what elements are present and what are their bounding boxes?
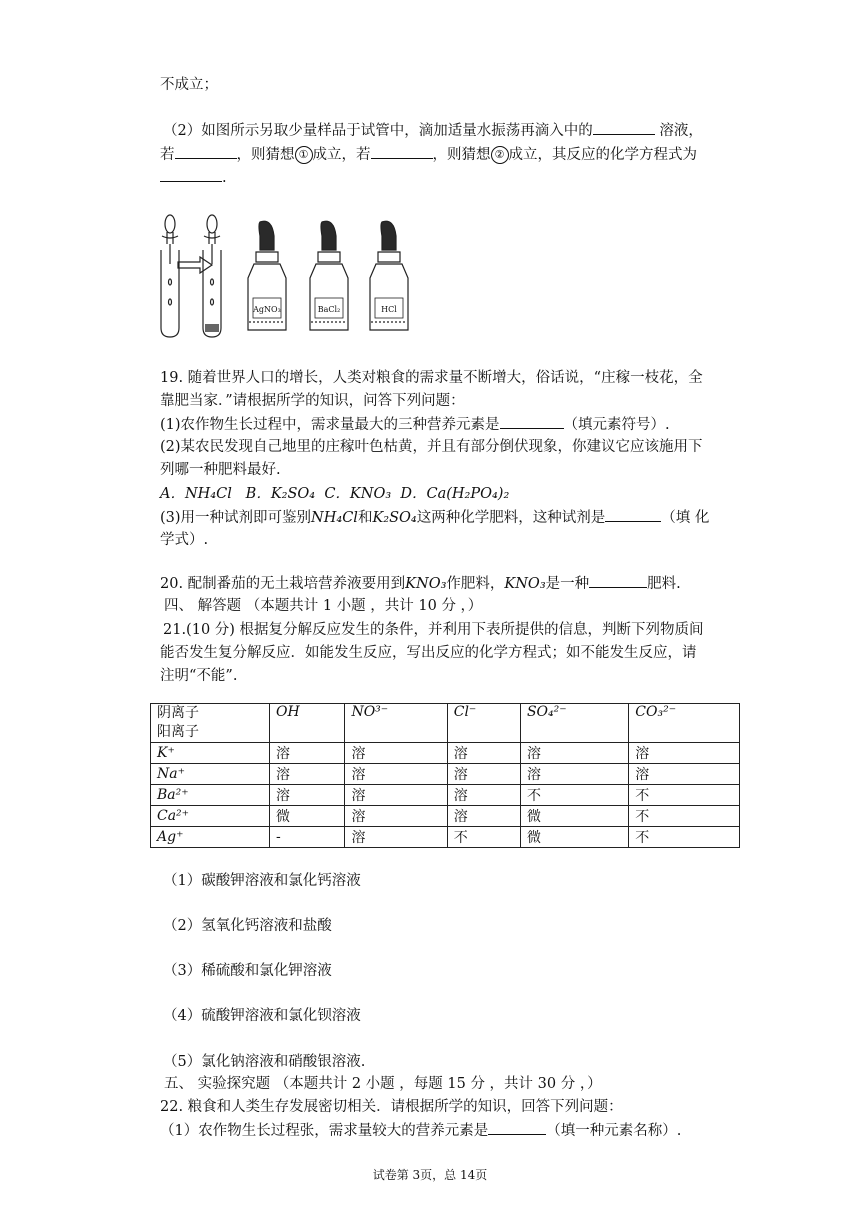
corner-cell: 阴离子 阳离子	[151, 704, 270, 743]
reagent-bottle-icon	[310, 221, 348, 330]
bottle-label: AgNO₃	[253, 305, 281, 314]
table-cell: 溶	[520, 764, 628, 785]
q19-line3: (1)农作物生长过程中，需求量最大的三种营养元素是 （填元素符号）.	[160, 414, 670, 435]
list-item: （5）氯化钠溶液和硝酸银溶液.	[163, 1054, 366, 1070]
solubility-table	[150, 703, 740, 848]
table-row	[151, 806, 740, 827]
table-cell: 微	[520, 806, 628, 827]
q20-line: 20. 配制番茄的无土栽培营养液要用到KNO₃作肥料，KNO₃是一种 肥料.	[160, 573, 681, 594]
table-cell: 溶	[447, 785, 520, 806]
answer-blank[interactable]	[371, 144, 433, 159]
q21-line2: 能否发生复分解反应．如能发生反应，写出反应的化学方程式；如不能发生反应，请	[160, 645, 697, 661]
q21-line1: 21.(10 分) 根据复分解反应发生的条件，并利用下表所提供的信息，判断下列物质间	[163, 622, 704, 638]
answer-blank[interactable]	[160, 167, 222, 182]
table-cell: 溶	[345, 785, 447, 806]
table-cell: 不	[520, 785, 628, 806]
table-cell: 不	[629, 806, 740, 827]
answer-blank[interactable]	[488, 1120, 546, 1135]
q19-line1: 19. 随着世界人口的增长，人类对粮食的需求量不断增大，俗话说，“庄稼一枝花，全	[160, 370, 703, 386]
answer-blank[interactable]	[593, 120, 655, 135]
table-row	[151, 764, 740, 785]
list-item: （1）碳酸钾溶液和氯化钙溶液	[163, 873, 361, 889]
q2-line3: .	[160, 167, 227, 188]
table-cell: 溶	[270, 785, 345, 806]
table-row	[151, 785, 740, 806]
answer-blank[interactable]	[175, 144, 237, 159]
cation-cell: Ca²⁺	[151, 806, 270, 827]
anion-header: OH	[270, 704, 345, 743]
table-row	[151, 827, 740, 848]
q19-line4: (2)某农民发现自己地里的庄稼叶色枯黄，并且有部分倒伏现象，你建议它应该施用下	[160, 439, 703, 455]
q19-line8: 学式）.	[160, 532, 209, 548]
reagent-bottle-icon	[248, 221, 286, 330]
list-item: （3）稀硫酸和氯化钾溶液	[163, 963, 332, 979]
table-cell: 溶	[629, 764, 740, 785]
circled-number: ①	[295, 146, 313, 164]
table-cell: 溶	[520, 743, 628, 764]
table-cell: 溶	[629, 743, 740, 764]
anion-header: CO₃²⁻	[629, 704, 740, 743]
table-cell: 微	[520, 827, 628, 848]
table-cell: 溶	[345, 743, 447, 764]
q21-line3: 注明“不能”.	[160, 668, 238, 684]
q22-line2: （1）农作物生长过程张，需求量较大的营养元素是 （填一种元素名称）.	[160, 1120, 681, 1141]
table-cell: 溶	[270, 764, 345, 785]
arrow-icon	[178, 257, 212, 273]
anion-header: Cl⁻	[447, 704, 520, 743]
q19-line5: 列哪一种肥料最好.	[160, 462, 281, 478]
q19-line2: 靠肥当家．”请根据所学的知识，问答下列问题：	[160, 393, 465, 409]
table-cell: 溶	[345, 827, 447, 848]
table-cell: 溶	[345, 806, 447, 827]
table-cell: 溶	[447, 764, 520, 785]
test-tube-icon	[203, 215, 221, 337]
cation-cell: K⁺	[151, 743, 270, 764]
table-cell: 溶	[447, 806, 520, 827]
table-header-row	[151, 704, 740, 743]
table-cell: 溶	[345, 764, 447, 785]
cation-cell: Na⁺	[151, 764, 270, 785]
list-item: （4）硫酸钾溶液和氯化钡溶液	[163, 1008, 361, 1024]
answer-blank[interactable]	[605, 507, 661, 522]
table-cell: 不	[629, 785, 740, 806]
cation-cell: Ag⁺	[151, 827, 270, 848]
q22-line1: 22. 粮食和人类生存发展密切相关．请根据所学的知识，回答下列问题：	[160, 1099, 623, 1115]
answer-blank[interactable]	[589, 573, 647, 588]
table-cell: 溶	[447, 743, 520, 764]
q2-line1: （2）如图所示另取少量样品于试管中，滴加适量水振荡再滴入中的 溶液，	[163, 120, 703, 141]
q2-line2: 若 ，则猜想 ① 成立，若 ，则猜想 ② 成立，其反应的化学方程式为	[160, 144, 697, 165]
table-cell: 不	[447, 827, 520, 848]
reagent-figure	[150, 212, 420, 342]
bottle-label: BaCl₂	[317, 305, 341, 314]
table-cell: 溶	[270, 743, 345, 764]
q19-options: A．NH₄Cl B．K₂SO₄ C．KNO₃ D．Ca(H₂PO₄)₂	[160, 486, 510, 502]
circled-number: ②	[491, 146, 509, 164]
list-item: （2）氢氧化钙溶液和盐酸	[163, 918, 332, 934]
test-tube-icon	[161, 215, 179, 337]
table-cell: -	[270, 827, 345, 848]
bottle-label: HCl	[381, 305, 397, 314]
table-row	[151, 743, 740, 764]
anion-header: SO₄²⁻	[520, 704, 628, 743]
section-4-heading: 四、 解答题 （本题共计 1 小题 ，共计 10 分 ，）	[164, 598, 483, 614]
page-footer: 试卷第 3页，总 14页	[372, 1168, 488, 1182]
q19-line7: (3)用一种试剂即可鉴别NH₄Cl和K₂SO₄这两种化学肥料，这种试剂是 （填 化	[160, 507, 709, 528]
section-5-heading: 五、 实验探究题 （本题共计 2 小题 ，每题 15 分 ，共计 30 分 ，）	[164, 1076, 602, 1092]
reagent-bottle-icon	[370, 221, 408, 330]
cation-cell: Ba²⁺	[151, 785, 270, 806]
anion-header: NO³⁻	[345, 704, 447, 743]
answer-blank[interactable]	[500, 414, 564, 429]
table-cell: 微	[270, 806, 345, 827]
header-line: 不成立；	[160, 77, 218, 93]
table-cell: 不	[629, 827, 740, 848]
